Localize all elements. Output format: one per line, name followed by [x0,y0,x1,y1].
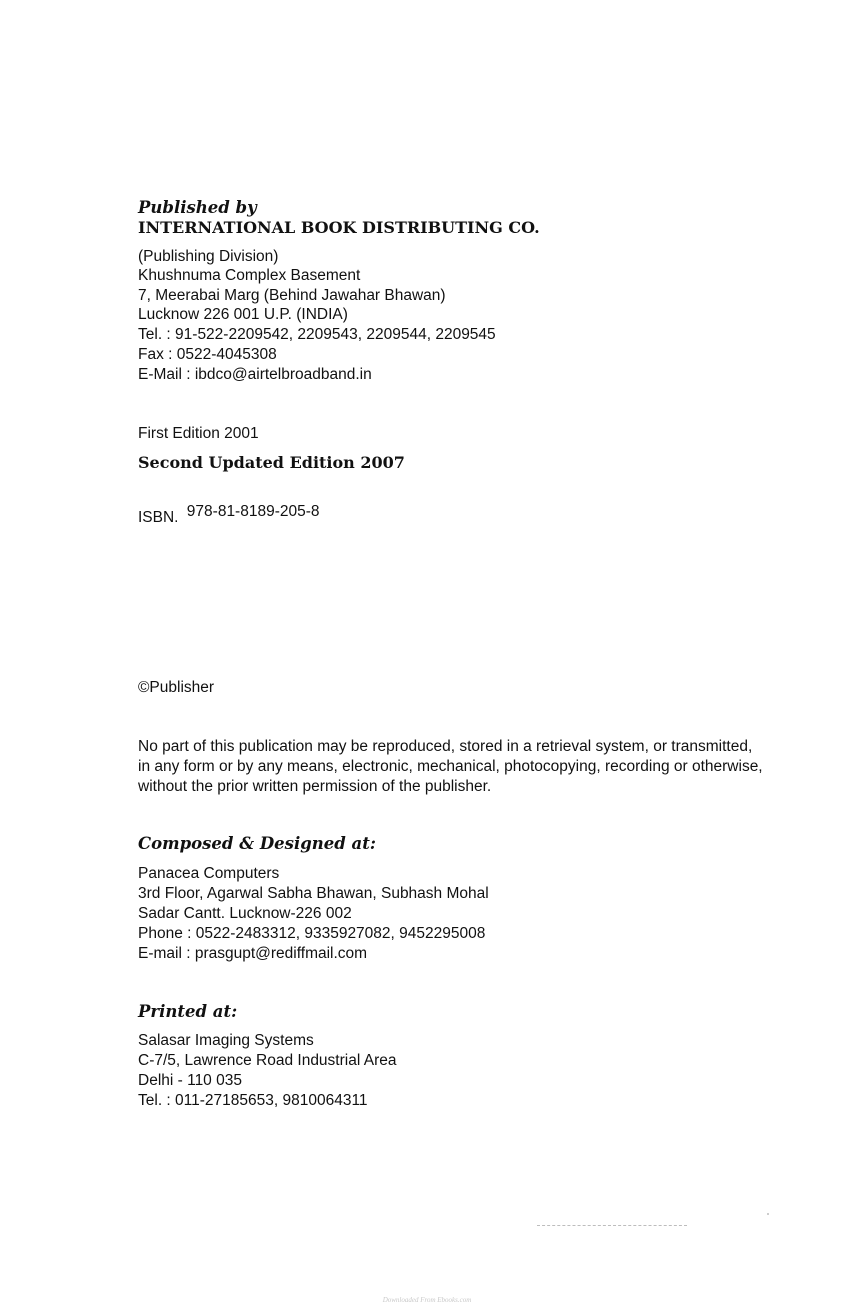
publisher-address-line: 7, Meerabai Marg (Behind Jawahar Bhawan) [138,287,446,304]
composed-heading: Composed & Designed at: [138,834,376,853]
rights-notice [138,737,778,797]
publisher-email: E-Mail : ibdco@airtelbroadband.in [138,366,372,383]
published-by-heading: Published by [138,198,257,217]
publisher-fax: Fax : 0522-4045308 [138,346,277,363]
scan-artifact-dot [767,1213,769,1215]
publisher-address-line: Khushnuma Complex Basement [138,267,361,284]
publisher-address-line: (Publishing Division) [138,248,279,265]
scan-artifact-line [537,1225,687,1226]
printer-line: Delhi - 110 035 [138,1072,242,1089]
composer-phone: Phone : 0522-2483312, 9335927082, 9452295008 [138,925,486,942]
copyright-notice: ©Publisher [138,679,215,696]
isbn-label: ISBN. [138,509,179,526]
first-edition: First Edition 2001 [138,425,259,442]
printer-line: Salasar Imaging Systems [138,1032,314,1049]
composer-line: Sadar Cantt. Lucknow-226 002 [138,905,352,922]
isbn [138,502,320,526]
composer-line: Panacea Computers [138,865,280,882]
printer-line: C-7/5, Lawrence Road Industrial Area [138,1052,397,1069]
rights-notice-line: without the prior written permission of the publisher. [138,778,492,795]
download-watermark: Downloaded From Ebooks.com [382,1296,472,1304]
rights-notice-line: No part of this publication may be reproduced, stored in a retrieval system, or transmitted, [138,738,753,755]
isbn-value: 978-81-8189-205-8 [186,503,320,520]
second-edition: Second Updated Edition 2007 [138,453,405,472]
composer-line: 3rd Floor, Agarwal Sabha Bhawan, Subhash Mohal [138,885,489,902]
publisher-name: INTERNATIONAL BOOK DISTRIBUTING CO. [138,218,540,237]
rights-notice-line: in any form or by any means, electronic, mechanical, photocopying, recording or otherwise, [138,758,763,775]
composer-email: E-mail : prasgupt@rediffmail.com [138,945,368,962]
printer-phone: Tel. : 011-27185653, 9810064311 [138,1092,368,1109]
printed-heading: Printed at: [138,1002,238,1021]
publisher-address-line: Lucknow 226 001 U.P. (INDIA) [138,306,348,323]
publisher-telephone: Tel. : 91-522-2209542, 2209543, 2209544, 2209545 [138,326,496,343]
